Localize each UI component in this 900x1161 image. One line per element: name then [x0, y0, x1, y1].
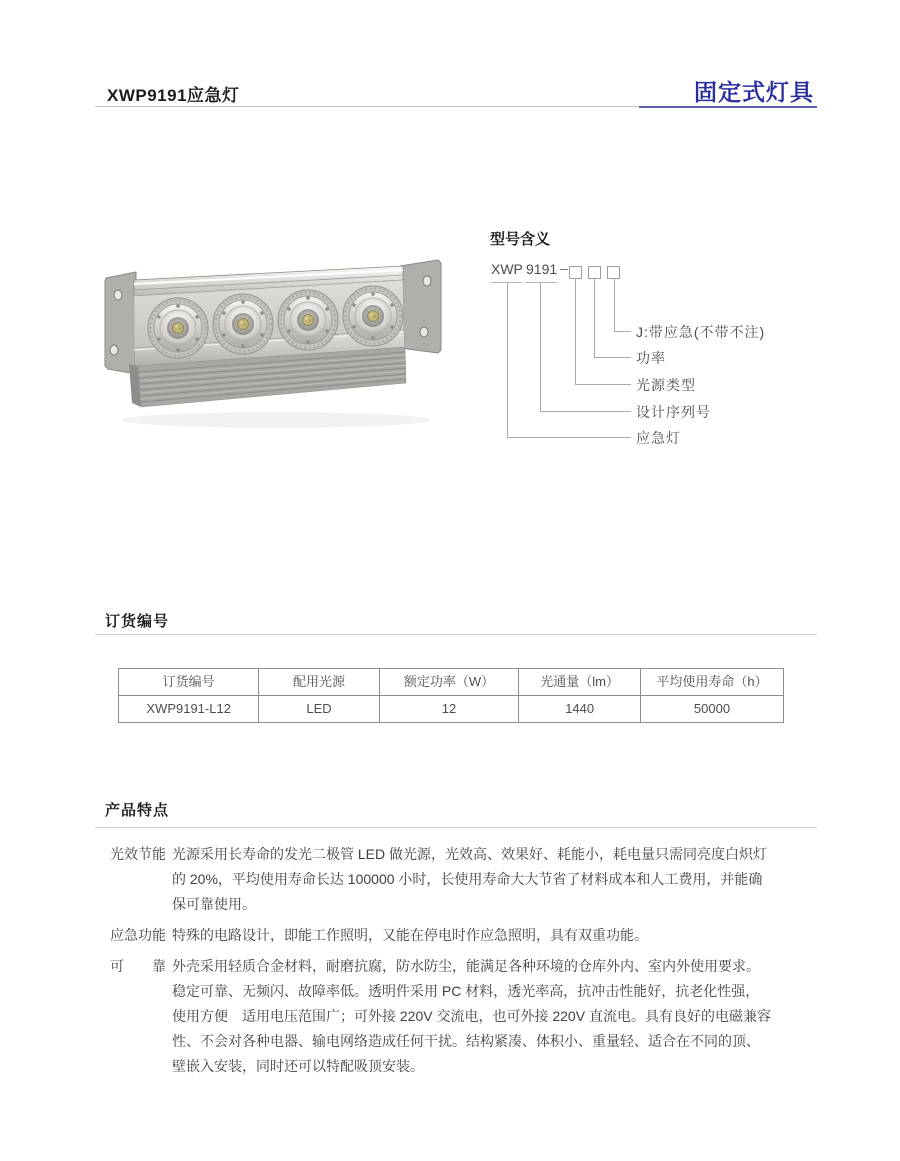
col-light-source: 配用光源: [259, 669, 379, 696]
features-list: [110, 842, 772, 1085]
section-rule: [95, 634, 817, 635]
feature-item-efficiency: [110, 842, 772, 917]
table-header-row: [119, 669, 784, 696]
product-photo: [98, 250, 448, 434]
cell-avg-life: 50000: [641, 696, 784, 723]
ordering-section-title: 订货编号: [105, 613, 170, 630]
model-code-prefix: XWP: [491, 261, 523, 277]
model-code-series: 9191: [526, 261, 558, 277]
connector-line: [540, 411, 631, 412]
header-rule-accent: [639, 106, 817, 108]
feature-item-reliability: [110, 954, 772, 1079]
section-rule: [95, 827, 817, 828]
connector-line: [507, 283, 508, 437]
connector-line: [507, 437, 631, 438]
diagram-label-design-series: 设计序列号: [636, 404, 711, 420]
diagram-label-emergency: J:带应急(不带不注): [636, 324, 766, 340]
cell-luminous-flux: 1440: [519, 696, 641, 723]
feature-label: 光效节能: [110, 846, 166, 862]
code-box-power: [588, 266, 601, 279]
connector-line: [540, 283, 541, 411]
mount-bracket-right: [400, 260, 441, 353]
connector-line: [614, 279, 615, 331]
feature-label: 可 靠: [110, 958, 166, 974]
category-title: 固定式灯具: [694, 79, 814, 105]
connector-line: [575, 384, 631, 385]
col-order-code: 订货编号: [119, 669, 259, 696]
cell-rated-power: 12: [379, 696, 519, 723]
feature-item-emergency: [110, 923, 772, 948]
table-row: [119, 696, 784, 723]
col-luminous-flux: 光通量（lm）: [519, 669, 641, 696]
code-box-emergency: [607, 266, 620, 279]
page-title: XWP9191应急灯: [107, 86, 240, 105]
connector-line: [575, 279, 576, 384]
model-code-dash: –: [560, 260, 568, 276]
code-box-light-source: [569, 266, 582, 279]
col-rated-power: 额定功率（W）: [379, 669, 519, 696]
model-meaning-diagram: [490, 228, 830, 458]
cell-light-source: LED: [259, 696, 379, 723]
features-section-title: 产品特点: [105, 802, 170, 819]
connector-line: [594, 357, 631, 358]
mount-bracket-left: [105, 272, 136, 374]
feature-text: 特殊的电路设计，即能工作照明，又能在停电时作应急照明，具有双重功能。: [172, 927, 648, 943]
col-avg-life: 平均使用寿命（h）: [641, 669, 784, 696]
connector-line: [594, 279, 595, 357]
diagram-label-light-source: 光源类型: [636, 377, 696, 393]
ordering-table: [118, 668, 784, 723]
connector-line: [614, 331, 631, 332]
feature-label: 应急功能: [110, 927, 166, 943]
code-underline: [525, 282, 557, 283]
diagram-label-power: 功率: [636, 350, 666, 366]
feature-text: 光源采用长寿命的发光二极管 LED 做光源，光效高、效果好、耗能小，耗电量只需同亮度白炽灯的 20%，平均使用寿命长达 100000 小时，长使用寿命大大节省了材料成本和人工费用，并能确保可靠使用。: [172, 846, 768, 912]
diagram-label-emergency-lamp: 应急灯: [636, 430, 681, 446]
feature-text: 外壳采用轻质合金材料，耐磨抗腐，防水防尘，能满足各种环境的仓库外内、室内外使用要求。稳定可靠、无频闪、故障率低。透明件采用 PC 材料，透光率高，抗冲击性能好，抗老化性强，使用方便 适用电压范围广；可外接 220V 交流电，也可外接 220V 直流电。具有良好的电磁兼容性、不会对各种电器、输电网络造成任何干扰。结构紧凑、体积小、重量轻、适合在不同的顶、壁嵌入安装，同时还可以特配吸顶安装。: [172, 958, 771, 1074]
cell-order-code: XWP9191-L12: [119, 696, 259, 723]
model-meaning-title: 型号含义: [490, 231, 551, 248]
